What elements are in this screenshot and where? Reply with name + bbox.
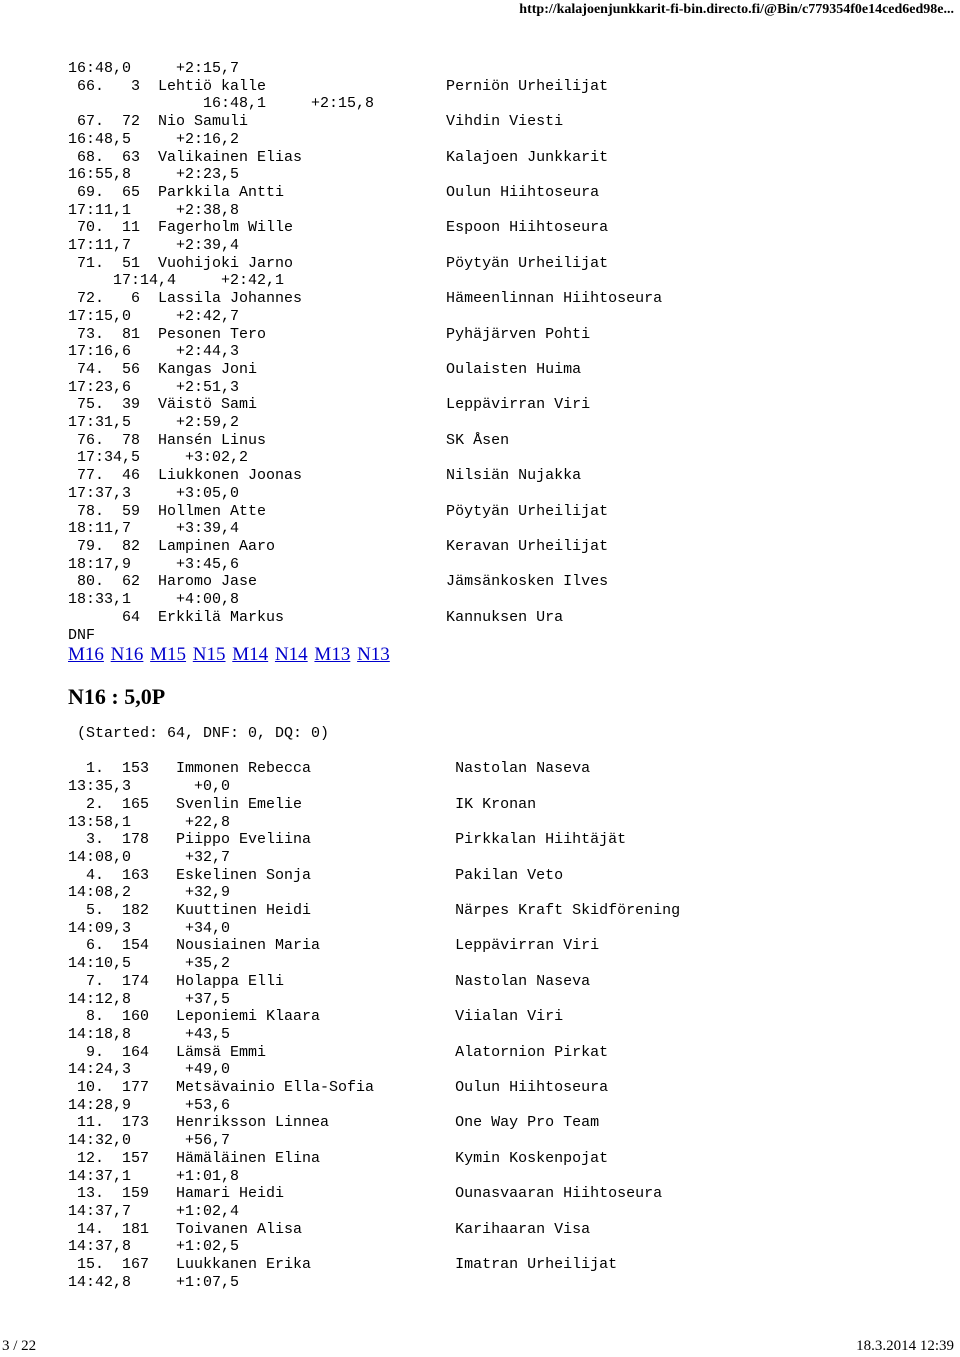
category-link-n14[interactable]: N14 [274, 644, 308, 665]
category-link-m14[interactable]: M14 [232, 644, 269, 665]
page-number: 3 / 22 [2, 1338, 37, 1354]
results-list-m16-continued: 16:48,0 +2:15,7 66. 3 Lehtiö kalle Perniön Urheilijat 16:48,1 +2:15,8 67. 72 Nio Samuli Vihdin Viesti 16:48,5 +2:16,2 68. 63 Valikainen Elias Kalajoen Junkkarit 16:55,8 +2:23,5 69. 65 Parkkila Antti Oulun Hiihtoseura 17:11,1 +2:38,8 70. 11 Fagerholm Wille Espoon Hiihtoseura 17:11,7 +2:39,4 71. 51 Vuohijoki Jarno Pöytyän Urheilijat 17:14,4 +2:42,1 72. 6 Lassila Johannes Hämeenlinnan Hiihtoseura 17:15,0 +2:42,7 73. 81 Pesonen Tero Pyhäjärven Pohti 17:16,6 +2:44,3 74. 56 Kangas Joni Oulaisten Huima 17:23,6 +2:51,3 75. 39 Väistö Sami Leppävirran Viri 17:31,5 +2:59,2 76. 78 Hansén Linus SK Åsen 17:34,5 +3:02,2 77. 46 Liukkonen Joonas Nilsiän Nujakka 17:37,3 +3:05,0 78. 59 Hollmen Atte Pöytyän Urheilijat 18:11,7 +3:39,4 79. 82 Lampinen Aaro Keravan Urheilijat 18:17,9 +3:45,6 80. 62 Haromo Jase Jämsänkosken Ilves 18:33,1 +4:00,8 64 Erkkilä Markus Kannuksen Ura DNF [68, 60, 663, 644]
category-links [68, 644, 392, 666]
category-link-m15[interactable]: M15 [150, 644, 187, 665]
print-datetime: 18.3.2014 12:39 [856, 1338, 954, 1354]
category-link-n16[interactable]: N16 [110, 644, 144, 665]
page-url-header: http://kalajoenjunkkarit-fi-bin.directo.fi/@Bin/c779354f0e14ced6ed98e... [519, 2, 954, 17]
category-link-m13[interactable]: M13 [314, 644, 351, 665]
category-link-n13[interactable]: N13 [357, 644, 390, 665]
category-link-m16[interactable]: M16 [68, 644, 104, 665]
section-title-n16: N16 : 5,0P [68, 684, 166, 709]
results-list-n16: (Started: 64, DNF: 0, DQ: 0) 1. 153 Immonen Rebecca Nastolan Naseva 13:35,3 +0,0 2. 165 Svenlin Emelie IK Kronan 13:58,1 +22,8 3. 178 Piippo Eveliina Pirkkalan Hiihtäjät 14:08,0 +32,7 4. 163 Eskelinen Sonja Pakilan Veto 14:08,2 +32,9 5. 182 Kuuttinen Heidi Närpes Kraft Skidförening 14:09,3 +34,0 6. 154 Nousiainen Maria Leppävirran Viri 14:10,5 +35,2 7. 174 Holappa Elli Nastolan Naseva 14:12,8 +37,5 8. 160 Leponiemi Klaara Viialan Viri 14:18,8 +43,5 9. 164 Lämsä Emmi Alatornion Pirkat 14:24,3 +49,0 10. 177 Metsävainio Ella-Sofia Oulun Hiihtoseura 14:28,9 +53,6 11. 173 Henriksson Linnea One Way Pro Team 14:32,0 +56,7 12. 157 Hämäläinen Elina Kymin Koskenpojat 14:37,1 +1:01,8 13. 159 Hamari Heidi Ounasvaaran Hiihtoseura 14:37,7 +1:02,4 14. 181 Toivanen Alisa Karihaaran Visa 14:37,8 +1:02,5 15. 167 Luukkanen Erika Imatran Urheilijat 14:42,8 +1:07,5 [68, 725, 681, 1291]
category-link-n15[interactable]: N15 [192, 644, 226, 665]
